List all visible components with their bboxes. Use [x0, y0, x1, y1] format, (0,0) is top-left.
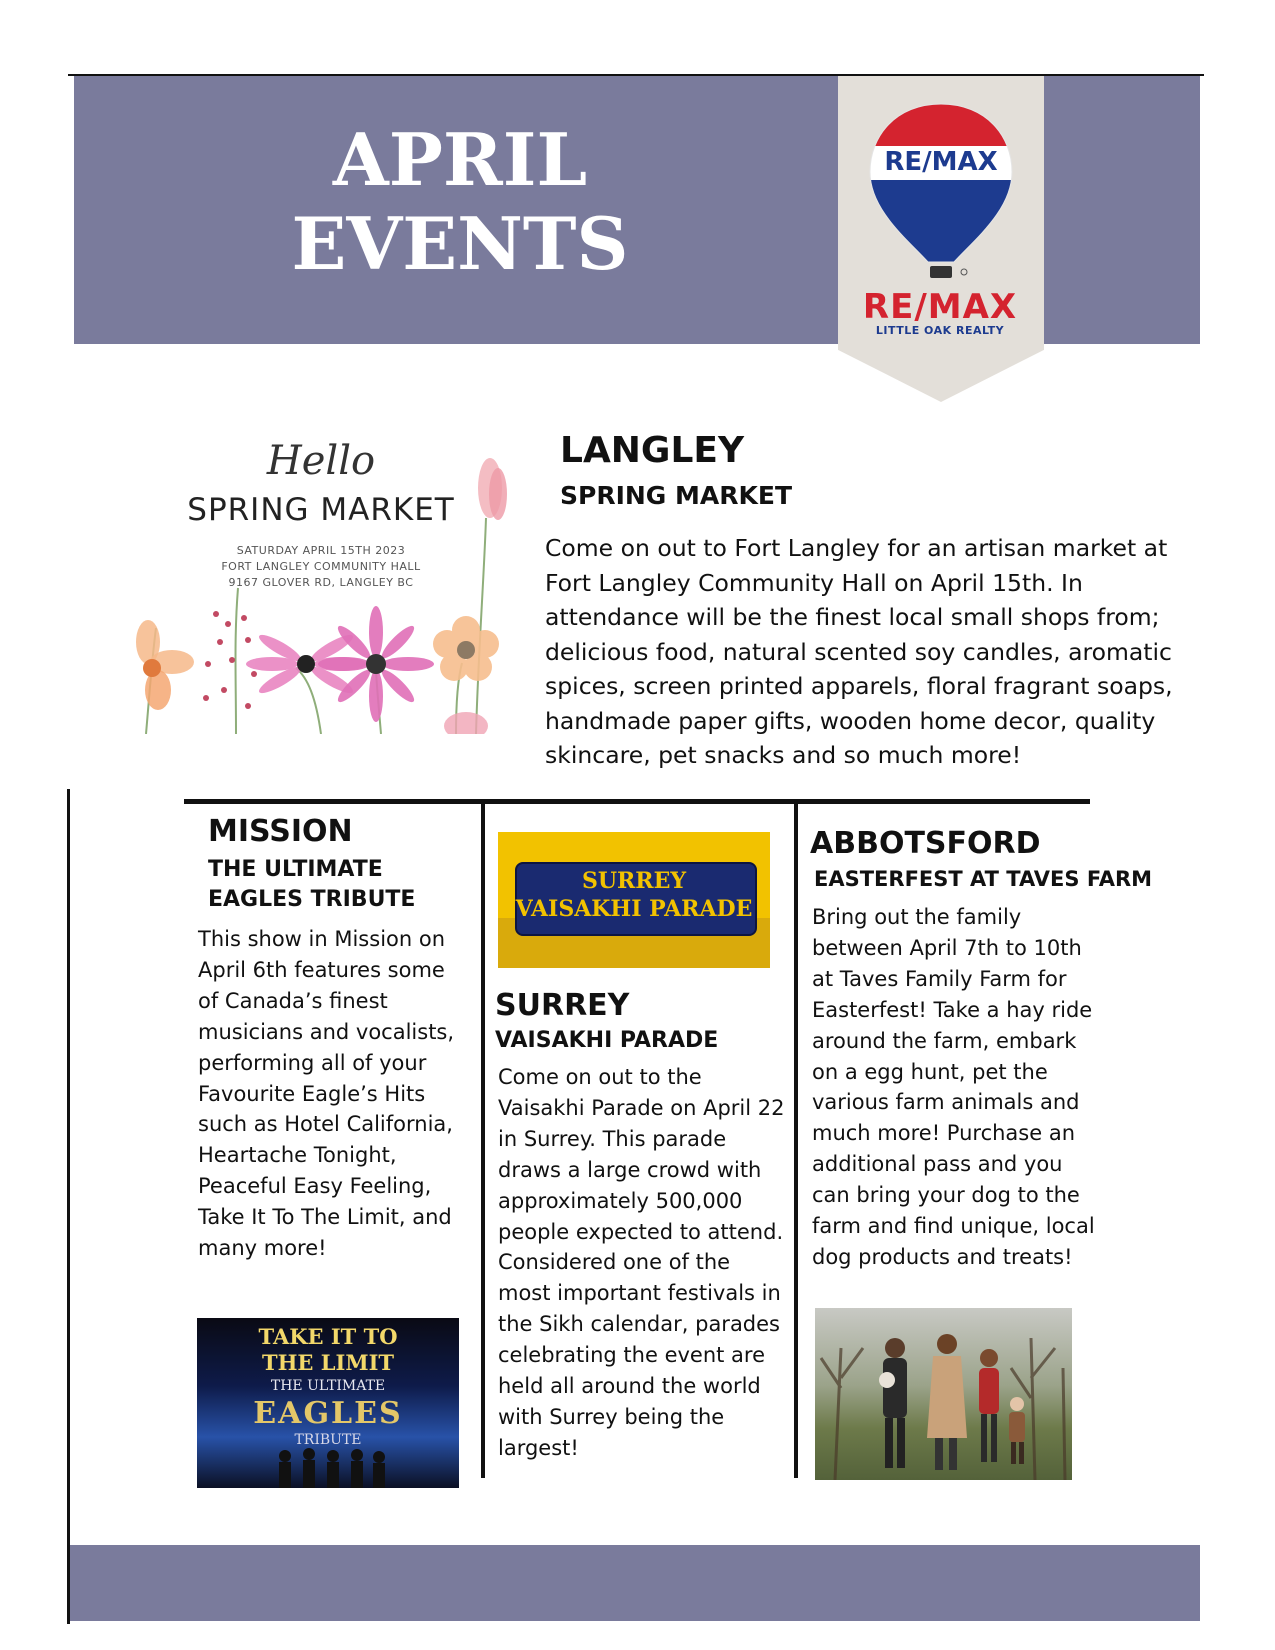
page-title-line-1: APRIL	[332, 117, 588, 202]
poster-address: 9167 GLOVER RD, LANGLEY BC	[228, 576, 414, 589]
langley-subheading: SPRING MARKET	[560, 481, 793, 510]
family-farm-photo	[815, 1308, 1072, 1480]
column-divider-2	[794, 803, 798, 1478]
page-title-line-2: EVENTS	[291, 201, 629, 286]
poster-line-5: TRIBUTE	[294, 1432, 362, 1448]
spring-market-poster	[136, 428, 520, 734]
abbotsford-heading: ABBOTSFORD	[810, 826, 1041, 861]
poster-title: SPRING MARKET	[187, 492, 455, 528]
poster-line-1: TAKE IT TO	[258, 1324, 398, 1349]
mission-description: This show in Mission on April 6th features some of Canada’s finest musicians and vocalists, performing all of your Favourite Eagle’s Hits such as Hotel California, Heartache Tonight, Peaceful Easy Feeling, Take It To The Limit, and many more!	[198, 927, 455, 1261]
surrey-heading: SURREY	[495, 988, 630, 1023]
poster-line-3: THE ULTIMATE	[270, 1378, 386, 1394]
surrey-description: Come on out to the Vaisakhi Parade on April 22 in Surrey. This parade draws a large crowd with approximately 500,000 people expected to attend. Considered one of the most important festivals in the Sikh calendar, parades celebrating the event are held all around the world with Surrey being the largest!	[498, 1065, 785, 1460]
hot-air-balloon-logo-icon	[866, 100, 1016, 290]
column-divider-1	[481, 803, 485, 1478]
page-title	[250, 118, 670, 286]
left-margin-rule	[67, 789, 70, 1624]
poster-date: SATURDAY APRIL 15TH 2023	[236, 544, 406, 557]
poster-venue: FORT LANGLEY COMMUNITY HALL	[221, 560, 421, 573]
logo-office-text: LITTLE OAK REALTY	[875, 324, 1005, 337]
logo-brand-text: RE/MAX	[862, 287, 1018, 327]
langley-description: Come on out to Fort Langley for an artisan market at Fort Langley Community Hall on April 15th. In attendance will be the finest local small shops from; delicious food, natural scented soy candles, aromatic spices, screen printed apparels, floral fragrant soaps, handmade paper gifts, wooden home decor, quality skincare, pet snacks and so much more!	[545, 534, 1173, 769]
balloon-brand-text: RE/MAX	[884, 147, 998, 177]
poster-line-2: THE LIMIT	[261, 1350, 395, 1375]
watercolor-flowers-icon	[136, 428, 520, 734]
eagles-tribute-poster	[197, 1318, 459, 1488]
abbotsford-subheading: EASTERFEST AT TAVES FARM	[814, 867, 1153, 891]
family-walking-icon	[815, 1308, 1072, 1480]
footer-band	[70, 1545, 1200, 1621]
mission-subheading: THE ULTIMATE EAGLES TRIBUTE	[208, 857, 416, 912]
vaisakhi-sign-line-2: VAISAKHI PARADE	[515, 896, 753, 922]
surrey-subheading: VAISAKHI PARADE	[495, 1028, 719, 1053]
mission-heading: MISSION	[208, 814, 353, 849]
vaisakhi-sign-line-1: SURREY	[581, 868, 687, 894]
poster-script-text: Hello	[266, 438, 376, 484]
poster-line-4: EAGLES	[253, 1396, 403, 1431]
langley-heading: LANGLEY	[560, 430, 745, 471]
band-members-icon	[197, 1444, 459, 1488]
abbotsford-description: Bring out the family between April 7th to 10th at Taves Family Farm for Easterfest! Take a hay ride around the farm, embark on a egg hunt, pet the various farm animals and much more! Purchase an additional pass and you can bring your dog to the farm and find unique, local dog products and treats!	[812, 905, 1095, 1269]
section-divider	[184, 799, 1090, 804]
